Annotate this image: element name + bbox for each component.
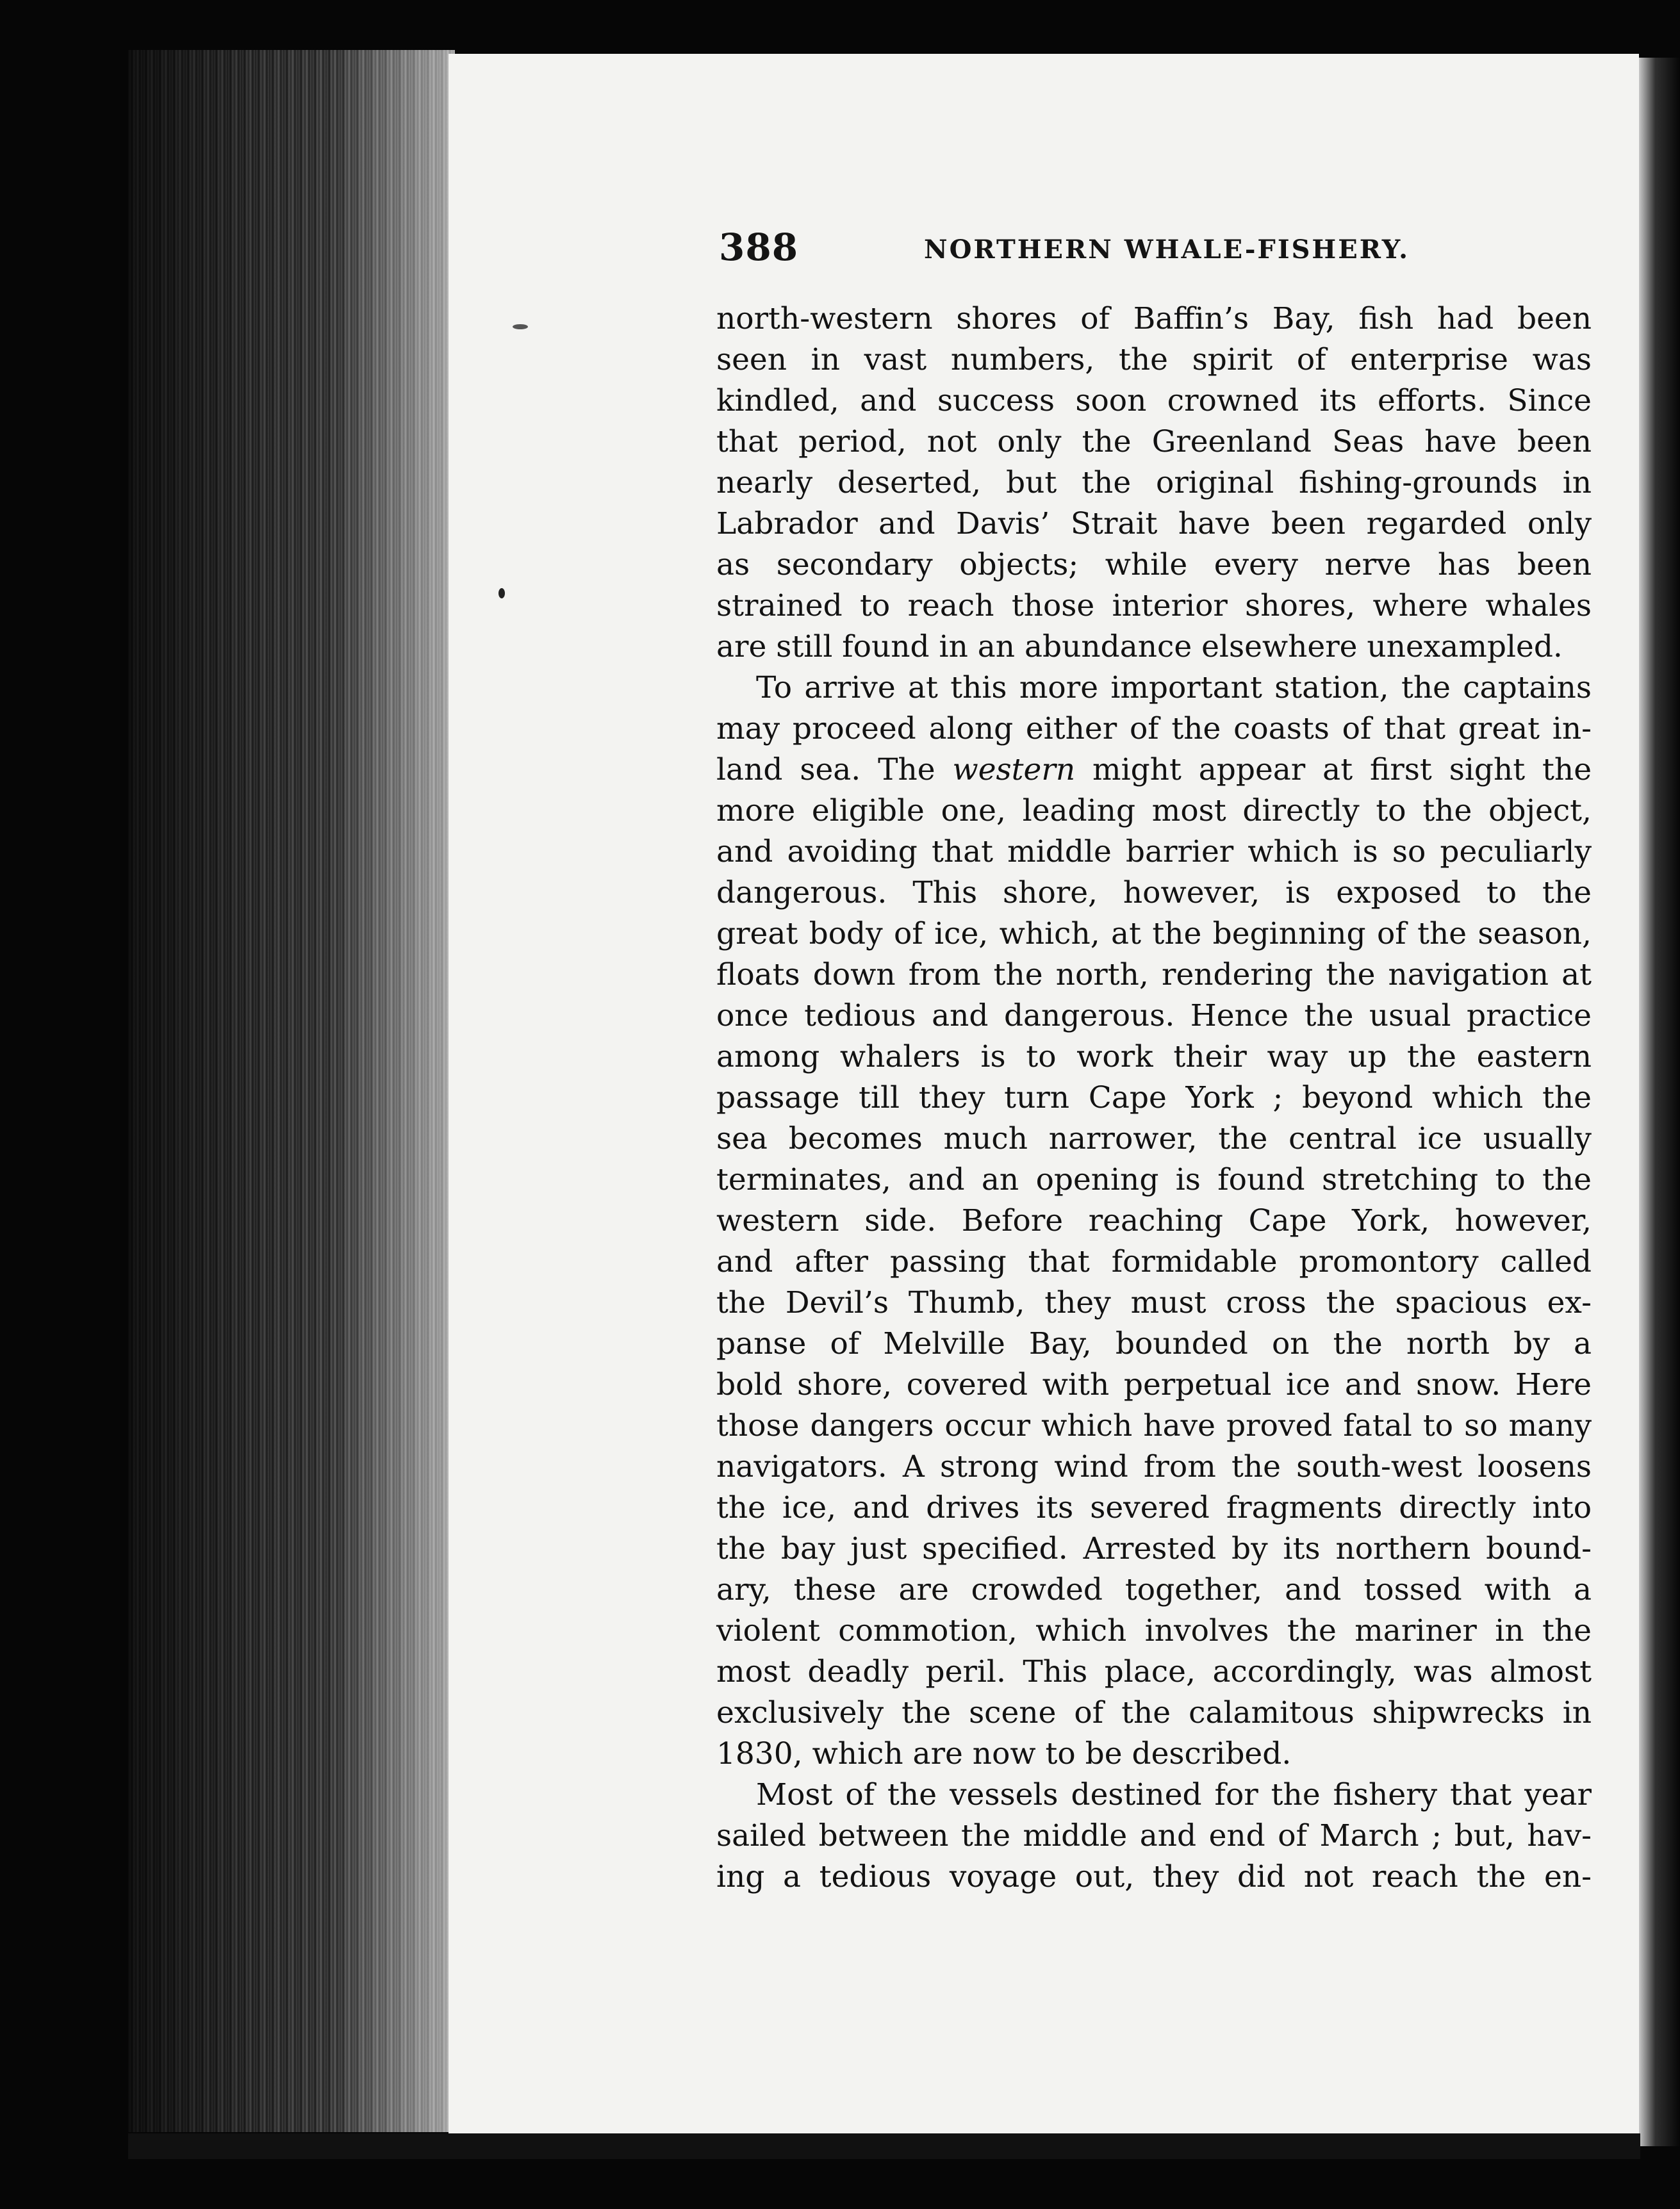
text-line: most deadly peril. This place, accordingly, was almost (716, 1654, 1592, 1689)
text-segment: might appear at first sight the (1075, 752, 1592, 787)
paragraph-2 (716, 668, 1592, 1775)
text-line: terminates, and an opening is found stretching to the (716, 1162, 1592, 1197)
text-line: are still found in an abundance elsewhere unexampled. (716, 629, 1563, 664)
text-line: may proceed along either of the coasts of that great in- (716, 711, 1592, 746)
paragraph-3 (716, 1775, 1592, 1898)
text-line: navigators. A strong wind from the south-west loosens (716, 1449, 1592, 1484)
italic-word: western (952, 752, 1076, 787)
text-line: sea becomes much narrower, the central ice usually (716, 1121, 1592, 1156)
text-line: exclusively the scene of the calamitous shipwrecks in (716, 1695, 1592, 1730)
text-line: the Devil’s Thumb, they must cross the spacious ex- (716, 1285, 1592, 1320)
text-line: strained to reach those interior shores, where whales (716, 588, 1592, 623)
bottom-shadow (128, 2133, 1640, 2159)
text-line: bold shore, covered with perpetual ice and snow. Here (716, 1367, 1592, 1402)
text-line: 1830, which are now to be described. (716, 1736, 1292, 1771)
text-line: ary, these are crowded together, and tossed with a (716, 1572, 1592, 1607)
text-line: great body of ice, which, at the beginning of the season, (716, 916, 1592, 951)
text-segment: land sea. The (716, 752, 953, 787)
text-line: and avoiding that middle barrier which is so peculiarly (716, 834, 1592, 869)
text-line: Labrador and Davis’ Strait have been regarded only (716, 506, 1592, 541)
text-line: once tedious and dangerous. Hence the usual practice (716, 998, 1592, 1033)
text-line: kindled, and success soon crowned its efforts. Since (716, 383, 1592, 418)
print-speck (513, 324, 528, 329)
page-number: 388 (719, 226, 799, 269)
right-margin-shadow (1639, 58, 1680, 2146)
text-line: those dangers occur which have proved fatal to so many (716, 1408, 1592, 1443)
text-line: as secondary objects; while every nerve has been (716, 547, 1592, 582)
text-line: western side. Before reaching Cape York, however, (716, 1203, 1592, 1238)
print-speck (498, 588, 505, 598)
text-line: passage till they turn Cape York ; beyond which the (716, 1080, 1592, 1115)
text-line: among whalers is to work their way up the eastern (716, 1039, 1592, 1074)
text-line: violent commotion, which involves the mariner in the (716, 1613, 1592, 1648)
text-line: dangerous. This shore, however, is exposed to the (716, 875, 1592, 910)
text-line: more eligible one, leading most directly to the object, (716, 793, 1592, 828)
text-line: sailed between the middle and end of March ; but, hav- (716, 1818, 1592, 1853)
text-line: To arrive at this more important station, the captains (756, 670, 1592, 705)
text-line: the ice, and drives its severed fragments directly into (716, 1490, 1592, 1525)
text-line: floats down from the north, rendering the navigation at (716, 957, 1592, 992)
book-page-edges (128, 50, 455, 2132)
text-line: that period, not only the Greenland Seas have been (716, 424, 1592, 459)
text-line: and after passing that formidable promontory called (716, 1244, 1592, 1279)
text-line: panse of Melville Bay, bounded on the north by a (716, 1326, 1592, 1361)
text-line-with-italic (716, 750, 1592, 791)
text-line: ing a tedious voyage out, they did not reach the en- (716, 1859, 1592, 1894)
running-head (719, 226, 1437, 277)
text-line: nearly deserted, but the original fishing-grounds in (716, 465, 1592, 500)
text-line: the bay just specified. Arrested by its northern bound- (716, 1531, 1592, 1566)
text-line: seen in vast numbers, the spirit of enterprise was (716, 342, 1592, 377)
running-head-title: NORTHERN WHALE-FISHERY. (924, 234, 1410, 265)
paragraph-1 (716, 299, 1592, 668)
body-text (716, 299, 1592, 1898)
text-line: north-western shores of Baffin’s Bay, fish had been (716, 301, 1592, 336)
text-line: Most of the vessels destined for the fishery that year (756, 1777, 1592, 1812)
